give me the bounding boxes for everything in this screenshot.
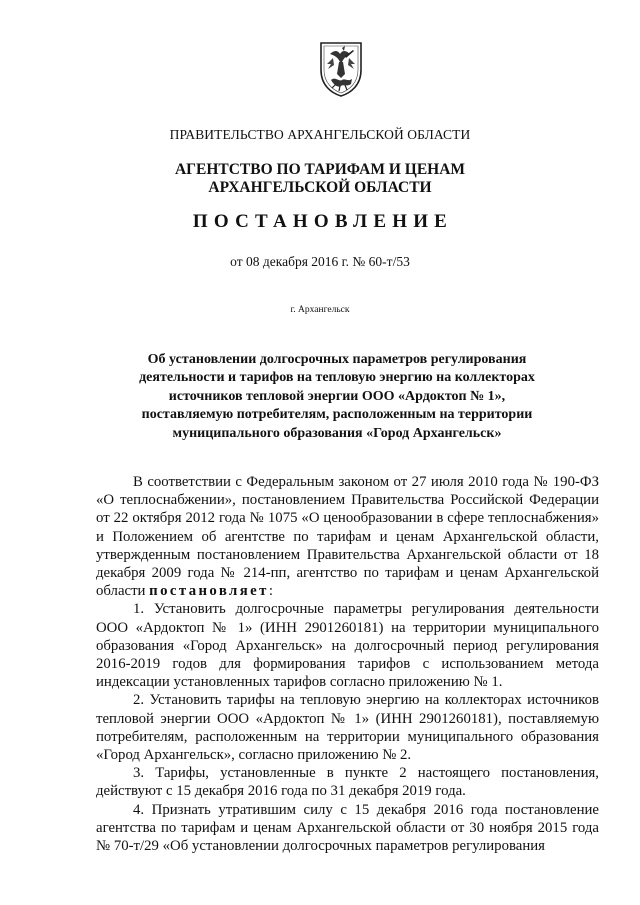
coat-of-arms-icon	[318, 40, 364, 98]
government-name: ПРАВИТЕЛЬСТВО АРХАНГЕЛЬСКОЙ ОБЛАСТИ	[169, 127, 471, 142]
paragraph-3: 3. Тарифы, установленные в пункте 2 настоящего постановления, действуют с 15 декабря 2016 года по 31 декабря 2019 года.	[96, 765, 599, 800]
agency-name-line-2: АРХАНГЕЛЬСКОЙ ОБЛАСТИ	[208, 179, 432, 196]
title-line-5: муниципального образования «Город Архангельск»	[172, 425, 502, 441]
paragraph-1: 1. Установить долгосрочные параметры регулирования деятельности ООО «Ардоктоп № 1» (ИНН 2901260181) на территории муниципального образования «Город Архангельск» на долгосрочный период регулирования 2016-2019 годов для формирования тарифов с использованием метода индексации установленных тарифов согласно приложению № 1.	[96, 601, 599, 691]
title-line-3: источников тепловой энергии ООО «Ардоктоп № 1»,	[168, 388, 506, 404]
preamble-end: :	[268, 583, 273, 600]
title-line-1: Об установлении долгосрочных параметров регулирования	[147, 352, 527, 367]
document-city: г. Архангельск	[290, 305, 350, 315]
title-line-4: поставляемую потребителям, расположенным на территории	[141, 407, 533, 423]
paragraph-4: 4. Признать утратившим силу с 15 декабря 2016 года постановление агентства по тарифам и ценам Архангельской области от 30 ноября 2015 года № 70-т/29 «Об установлении долгосрочных параметров регулирования	[96, 801, 599, 855]
document-title	[0, 351, 640, 443]
title-line-2: деятельности и тарифов на тепловую энергию на коллекторах	[139, 370, 535, 386]
agency-name	[0, 161, 640, 197]
document-body	[96, 473, 599, 855]
agency-name-line-1: АГЕНТСТВО ПО ТАРИФАМ И ЦЕНАМ	[174, 161, 466, 178]
document-date-number: от 08 декабря 2016 г. № 60-т/53	[230, 254, 410, 269]
document-type: ПОСТАНОВЛЕНИЕ	[192, 211, 454, 232]
preamble-text: В соответствии с Федеральным законом от 27 июля 2010 года № 190-ФЗ «О теплоснабжении», постановлением Правительства Российской Федерации от 22 октября 2012 года № 1075 «О ценообразовании в сфере теплоснабжения» и Положением об агентстве по тарифам и ценам Архангельской области, утвержденным постановлением Правительства Архангельской области от 18 декабря 2009 года № 214-пп, агентство по тарифам и ценам Архангельской области	[96, 474, 599, 600]
paragraph-2: 2. Установить тарифы на тепловую энергию на коллекторах источников тепловой энергии ООО «Ардоктоп № 1» (ИНН 2901260181), поставляемую потребителям, расположенным на территории муниципального образования «Город Архангельск», согласно приложению № 2.	[96, 692, 599, 764]
resolution-verb: постановляет	[149, 583, 269, 600]
preamble-paragraph	[96, 473, 599, 600]
